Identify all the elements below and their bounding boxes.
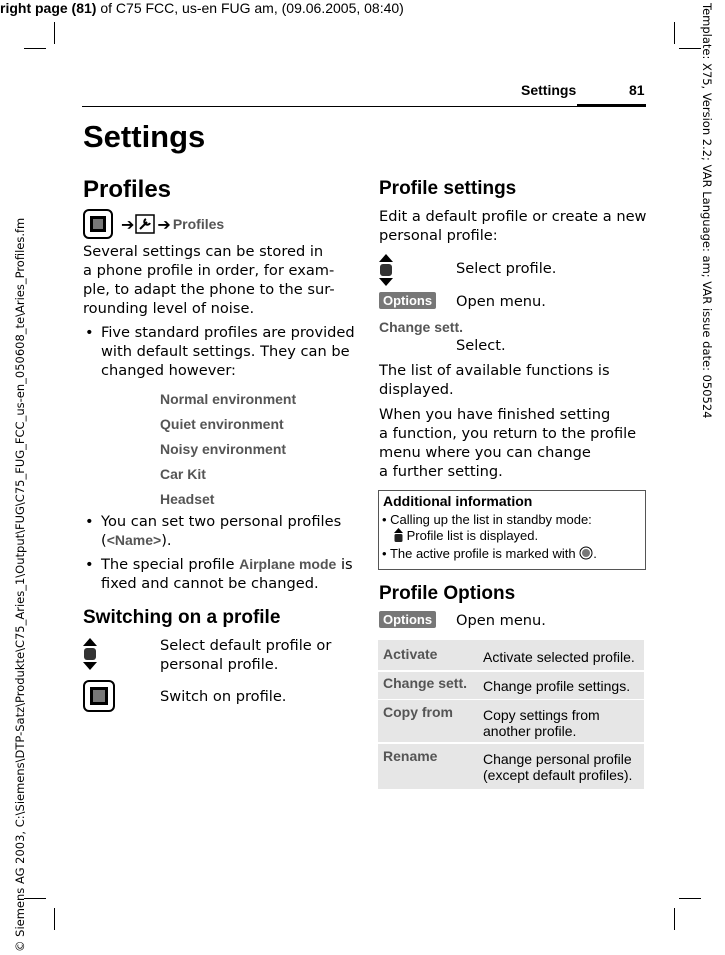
step-select-profile: Select default profile or personal profile.	[160, 637, 332, 673]
list-item: • Five standard profiles are provided with default settings. They can be changed however:	[83, 323, 363, 380]
list-item: • The special profile Airplane mode is fixed and cannot be changed.	[83, 555, 363, 593]
list-item: • The active profile is marked with .	[382, 546, 597, 561]
additional-info-box	[378, 490, 646, 570]
profile-settings-intro: Edit a default profile or create a new personal profile:	[379, 208, 647, 244]
center-key-icon	[83, 209, 113, 239]
list-item: • Calling up the list in standby mode:	[382, 512, 592, 527]
options-softkey: Options	[379, 292, 436, 309]
list-item: Headset	[160, 491, 215, 507]
active-profile-marker-icon	[579, 546, 593, 560]
list-available-text: The list of available functions is displayed.	[379, 362, 610, 398]
select-profile-text: Select profile.	[456, 260, 557, 277]
table-row: Copy from Copy settings from another profile.	[378, 700, 644, 742]
side-text-right: Template: X75, Version 2.2; VAR Language: am; VAR issue date: 050524	[700, 3, 714, 419]
print-header: right page (81) of C75 FCC, us-en FUG am, (09.06.2005, 08:40)	[0, 0, 404, 16]
arrow-icon: ➔	[157, 214, 171, 234]
list-item: • You can set two personal profiles (<Name>).	[83, 512, 363, 550]
header-rule-thick	[577, 104, 646, 106]
profiles-bullets-2	[83, 512, 363, 593]
wrench-icon	[135, 214, 155, 234]
change-sett-label: Change sett.	[379, 319, 464, 335]
profile-settings-heading: Profile settings	[379, 178, 517, 199]
running-header-section: Settings	[521, 82, 577, 98]
select-text: Select.	[456, 337, 506, 354]
standard-profiles-list	[160, 387, 296, 512]
step-switch-on: Switch on profile.	[160, 688, 287, 705]
nav-path	[83, 209, 224, 239]
profiles-bullets-1	[83, 323, 363, 380]
profile-options-table	[378, 637, 644, 790]
profiles-intro: Several settings can be stored in a phone profile in order, for exam- ple, to adapt the phone to the sur- rounding level of noise.	[83, 243, 335, 317]
navigation-key-icon	[394, 528, 403, 542]
list-item: Noisy environment	[160, 441, 287, 457]
running-header-page: 81	[629, 82, 645, 98]
side-text-left: © Siemens AG 2003, C:\Siemens\DTP-Satz\Produkte\C75_Aries_1\Output\FUG\C75_FUG_FCC_us-en_050608_te\Aries_Profiles.fm	[13, 217, 27, 952]
finished-setting-text: When you have finished setting a function, you return to the profile menu where you can change a further setting.	[379, 406, 637, 480]
profiles-heading: Profiles	[83, 176, 172, 203]
center-key-icon	[83, 680, 115, 712]
list-item: Normal environment	[160, 391, 297, 407]
list-item: Quiet environment	[160, 416, 284, 432]
navigation-key-icon	[82, 637, 98, 671]
open-menu-text: Open menu.	[456, 612, 546, 629]
info-title: Additional information	[383, 493, 533, 509]
table-row: Change sett. Change profile settings.	[378, 672, 644, 699]
profile-options-heading: Profile Options	[379, 583, 516, 604]
open-menu-text: Open menu.	[456, 293, 546, 310]
arrow-icon: ➔	[121, 214, 135, 234]
page-title: Settings	[83, 119, 206, 154]
navigation-key-icon	[378, 253, 394, 287]
switching-heading: Switching on a profile	[83, 607, 281, 628]
options-softkey: Options	[379, 611, 436, 628]
list-item: Car Kit	[160, 466, 206, 482]
list-item: Profile list is displayed.	[382, 528, 597, 544]
table-row: Activate Activate selected profile.	[378, 640, 644, 670]
nav-path-label: Profiles	[172, 216, 225, 232]
header-rule	[82, 106, 646, 107]
table-row: Rename Change personal profile (except default profiles).	[378, 744, 644, 789]
